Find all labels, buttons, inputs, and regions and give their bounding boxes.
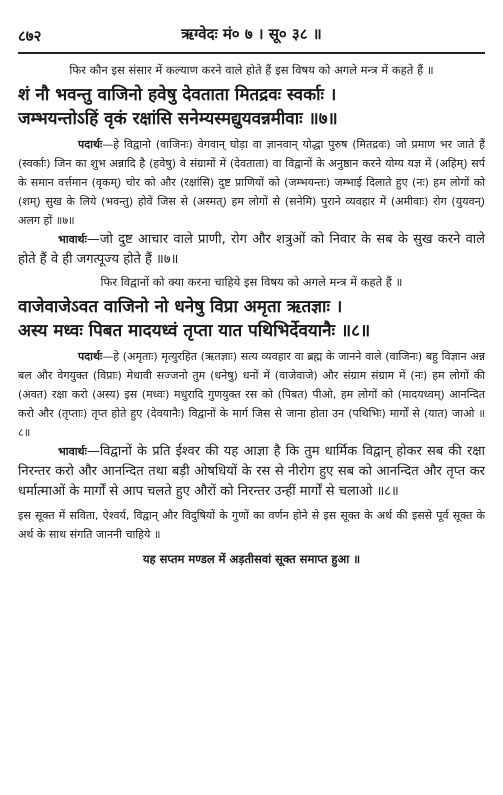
mantra-8-padartha bbox=[18, 347, 485, 442]
page-number: ८७२ bbox=[18, 27, 42, 45]
padartha-text: —हे (अमृताः) मृत्युरहित (ऋतज्ञाः) सत्य व्यवहार वा ब्रह्म के जानने वाले (वाजिनः) बहु विज्ञान अन्न बल और वेगयुक्त (विप्राः) मेधावी सज्जनो तुम (धनेषु) धनों में (वाजेवाजे) और संग्राम संग्राम में (नः) हम लोगों की (अवत) रक्षा करो (अस्य) इस (मध्वः) मधुरादि गुणयुक्त रस को (पिबत) पीओ, हम लोगों को (मादयध्वम्) आनन्दित करो और (तृप्ताः) तृप्त होते हुए (देवयानैः) विद्वानों के मार्ग जिस से जाना होता उन (पथिभिः) मार्गों से (यात) जाओ ॥८॥ bbox=[18, 350, 485, 439]
mantra-7-padartha bbox=[18, 135, 485, 230]
header-rule bbox=[18, 52, 485, 54]
padartha-label: पदार्थः bbox=[78, 138, 103, 151]
mantra-7-line-1: शं नौ भवन्तु वाजिनो हवेषु देवताता मितद्रवः स्वर्काः । bbox=[18, 85, 337, 105]
mantra-8-intro: फिर विद्वानों को क्या करना चाहिये इस विषय को अगले मन्त्र में कहते हैं ॥ bbox=[100, 275, 403, 289]
mantra-8-bhavartha bbox=[18, 442, 485, 502]
mantra-7-intro: फिर कौन इस संसार में कल्याण करने वाले होते हैं इस विषय को अगले मन्त्र में कहते हैं ॥ bbox=[69, 63, 434, 77]
sukta-closing: यह सप्तम मण्डल में अड़तीसवां सूक्त समाप्त हुआ ॥ bbox=[142, 552, 361, 566]
padartha-text: —हे विद्वानो (वाजिनः) वेगवान् घोड़ा वा ज्ञानवान् योद्धा पुरुष (मितद्रवः) जो प्रमाण भर जाते हैं (स्वर्काः) जिन का शुभ अन्नादि है (हवेषु) वे संग्रामों में (देवताता) वा विद्वानों के अनुष्ठान करने योग्य यज्ञ में (अहिम्) सर्प के समान वर्त्तमान (वृकम्) चोर को और (रक्षांसि) दुष्ट प्राणियों को (जम्भयन्तः) जम्भाई दिलाते हुए (नः) हम लोगों को (शम्) सुख के लिये (भवन्तु) होवें जिस से (अस्मत्) हम लोगों से (सनेमि) पुराने व्यवहार में (अमीवाः) रोग (युयवन्) अलग हों ॥७॥ bbox=[18, 138, 485, 227]
page-header bbox=[18, 22, 485, 48]
running-title: ऋग्वेदः मं० ७ । सू० ३८ ॥ bbox=[181, 25, 322, 43]
mantra-7-bhavartha bbox=[18, 230, 485, 270]
bhavartha-label: भावार्थः bbox=[58, 233, 87, 246]
bhavartha-text: —विद्वानों के प्रति ईश्वर की यह आज्ञा है कि तुम धार्मिक विद्वान् होकर सब की रक्षा निरन्तर करो और आनन्दित तथा बड़ी ओषधियों के रस से नीरोग हुए सब को आनन्दित और तृप्त कर धर्मात्माओं के मार्गों से आप चलते हुए औरों को निरन्तर उन्हीं मार्गों से चलाओ ॥८॥ bbox=[18, 444, 485, 499]
sukta-summary: इस सूक्त में सविता, ऐश्वर्य, विद्वान् और विदुषियों के गुणों का वर्णन होने से इस सूक्त के अर्थ की इससे पूर्व सूक्त के अर्थ के साथ संगति जाननी चाहिये ॥ bbox=[18, 509, 485, 541]
padartha-label: पदार्थः bbox=[78, 350, 103, 363]
mantra-8-line-1: वाजेवाजेऽवत वाजिनो नो धनेषु विप्रा अमृता ऋतज्ञाः । bbox=[18, 297, 343, 317]
bhavartha-text: —जो दुष्ट आचार वाले प्राणी, रोग और शत्रुओं को निवार के सब के सुख करने वाले होते हैं वे ही जगत्पूज्य होते हैं ॥७॥ bbox=[18, 232, 485, 267]
page-content bbox=[18, 62, 485, 785]
bhavartha-label: भावार्थः bbox=[58, 445, 87, 458]
mantra-7-line-2: जम्भयन्तोऽहिं वृकं रक्षांसि सनेम्यस्मद्युयवन्नमीवाः ॥७॥ bbox=[18, 109, 338, 129]
mantra-8-line-2: अस्य मध्वः पिबत मादयध्वं तृप्ता यात पथिभिर्देवयानैः ॥८॥ bbox=[18, 321, 371, 341]
